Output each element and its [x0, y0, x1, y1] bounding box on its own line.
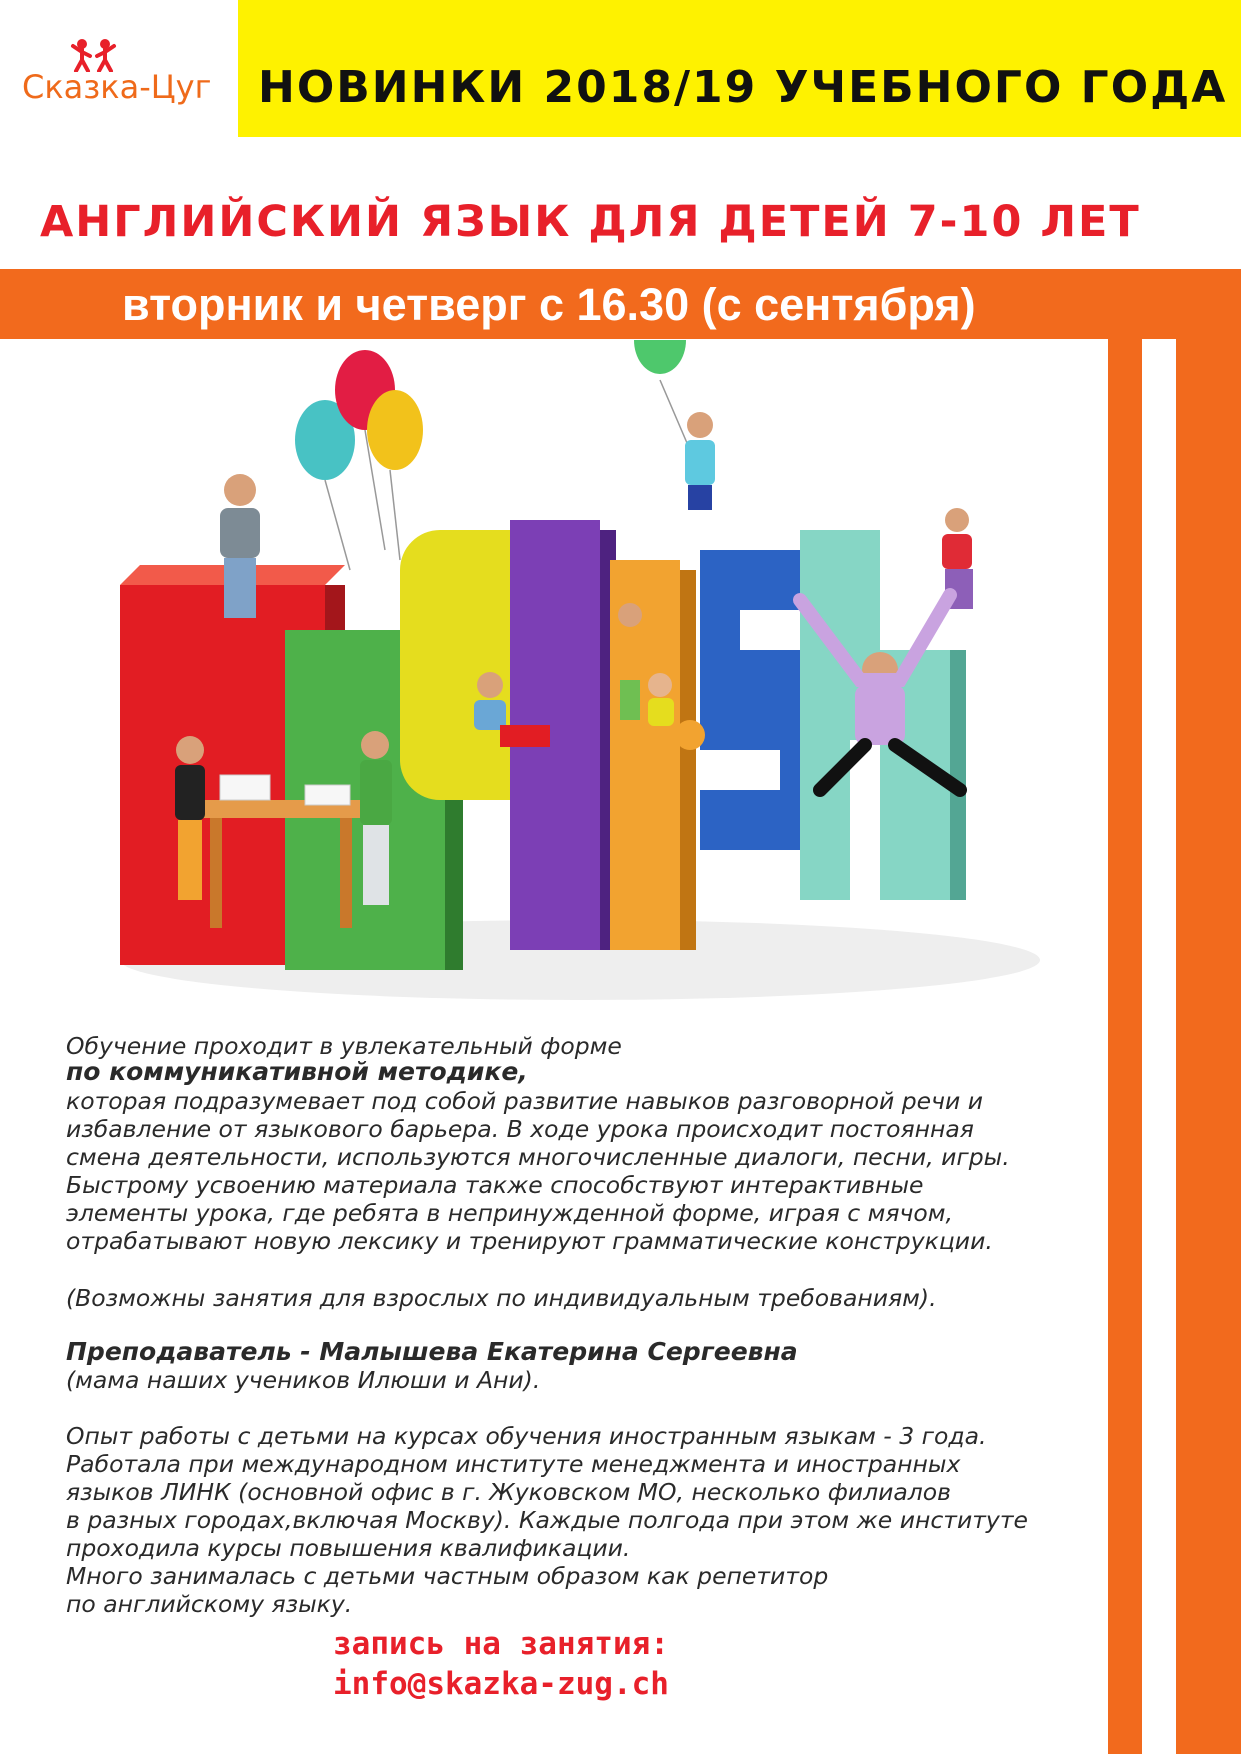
- experience-line: проходила курсы повышения квалификации.: [66, 1534, 631, 1562]
- orange-frame-outer: [1176, 269, 1241, 1754]
- teacher-name: Преподаватель - Малышева Екатерина Сергеевна: [66, 1337, 798, 1366]
- schedule-text: вторник и четверг с 16.30 (с сентября): [122, 279, 976, 330]
- signup-label: запись на занятия:: [333, 1626, 669, 1662]
- teacher-note: (мама наших учеников Илюши и Ани).: [66, 1366, 541, 1394]
- child-with-balloon-icon: [685, 412, 715, 510]
- children-logo-icon: [60, 38, 130, 72]
- body-line: отрабатывают новую лексику и тренируют грамматические конструкции.: [66, 1227, 993, 1255]
- orange-frame-inner: [1108, 339, 1142, 1754]
- body-line: избавление от языкового барьера. В ходе урока происходит постоянная: [66, 1115, 974, 1143]
- contact-email-link[interactable]: info@skazka-zug.ch: [333, 1666, 669, 1702]
- experience-line: в разных городах,включая Москву). Каждые полгода при этом же институте: [66, 1506, 1028, 1534]
- experience-line: Работала при международном институте менеджмента и иностранных: [66, 1450, 961, 1478]
- english-kids-illustration: [100, 340, 1100, 1030]
- child-on-e-icon: [220, 474, 260, 618]
- experience-line: Опыт работы с детьми на курсах обучения иностранным языкам - 3 года.: [66, 1422, 987, 1450]
- experience-line: языков ЛИНК (основной офис в г. Жуковском МО, несколько филиалов: [66, 1478, 952, 1506]
- body-intro-line: Обучение проходит в увлекательный форме: [66, 1032, 622, 1060]
- adults-note: (Возможны занятия для взрослых по индивидуальным требованиям).: [66, 1284, 937, 1312]
- body-line: которая подразумевает под собой развитие навыков разговорной речи и: [66, 1087, 984, 1115]
- body-line: элементы урока, где ребята в непринужденной форме, играя с мячом,: [66, 1199, 953, 1227]
- logo-text: Сказка-Цуг: [22, 68, 212, 106]
- page-title: НОВИНКИ 2018/19 УЧЕБНОГО ГОДА: [258, 62, 1228, 113]
- child-standing-icon: [616, 603, 644, 720]
- body-line: смена деятельности, используются многочисленные диалоги, песни, игры.: [66, 1143, 1010, 1171]
- method-highlight: по коммуникативной методике,: [66, 1057, 528, 1086]
- body-line: Быстрому усвоению материала также способствуют интерактивные: [66, 1171, 924, 1199]
- brand-logo: [22, 38, 232, 118]
- course-title: АНГЛИЙСКИЙ ЯЗЫК ДЛЯ ДЕТЕЙ 7-10 ЛЕТ: [40, 197, 1141, 247]
- experience-line: Много занималась с детьми частным образом как репетитор: [66, 1562, 829, 1590]
- experience-line: по английскому языку.: [66, 1590, 353, 1618]
